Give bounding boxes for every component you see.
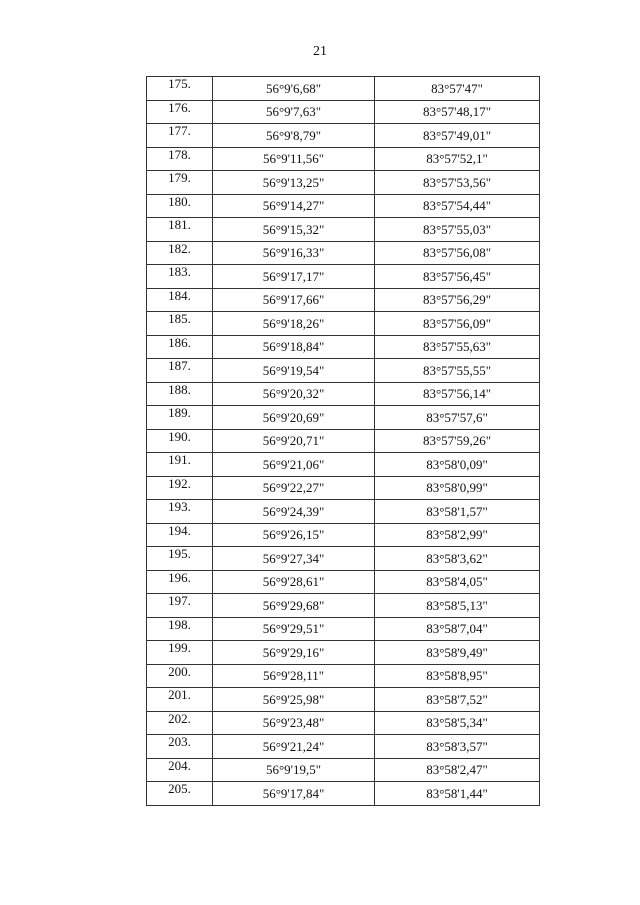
longitude-cell: 83°58'9,49" (375, 641, 540, 665)
table-row (147, 735, 540, 759)
longitude-cell: 83°57'54,44" (375, 194, 540, 218)
point-number-cell: 176. (147, 100, 213, 124)
table-row (147, 218, 540, 242)
point-number-cell: 189. (147, 406, 213, 430)
page-number: 21 (313, 44, 327, 59)
longitude-cell: 83°58'8,95" (375, 664, 540, 688)
longitude-cell: 83°58'0,09" (375, 453, 540, 477)
coordinates-table-body (147, 77, 540, 806)
latitude-cell: 56°9'26,15" (213, 523, 375, 547)
point-number-cell: 193. (147, 500, 213, 524)
point-number-cell: 178. (147, 147, 213, 171)
table-row (147, 288, 540, 312)
point-number-cell: 203. (147, 735, 213, 759)
longitude-cell: 83°58'3,62" (375, 547, 540, 571)
longitude-cell: 83°57'49,01" (375, 124, 540, 148)
longitude-cell: 83°57'59,26" (375, 429, 540, 453)
latitude-cell: 56°9'28,11" (213, 664, 375, 688)
table-row (147, 194, 540, 218)
latitude-cell: 56°9'29,16" (213, 641, 375, 665)
point-number-cell: 194. (147, 523, 213, 547)
table-row (147, 382, 540, 406)
latitude-cell: 56°9'18,26" (213, 312, 375, 336)
latitude-cell: 56°9'28,61" (213, 570, 375, 594)
table-row (147, 265, 540, 289)
point-number-cell: 179. (147, 171, 213, 195)
point-number-cell: 183. (147, 265, 213, 289)
table-row (147, 711, 540, 735)
coordinates-table (146, 76, 540, 806)
latitude-cell: 56°9'20,69" (213, 406, 375, 430)
longitude-cell: 83°57'55,55" (375, 359, 540, 383)
point-number-cell: 200. (147, 664, 213, 688)
table-row (147, 147, 540, 171)
latitude-cell: 56°9'21,06" (213, 453, 375, 477)
longitude-cell: 83°57'56,45" (375, 265, 540, 289)
point-number-cell: 205. (147, 782, 213, 806)
latitude-cell: 56°9'17,66" (213, 288, 375, 312)
longitude-cell: 83°58'7,04" (375, 617, 540, 641)
longitude-cell: 83°58'2,99" (375, 523, 540, 547)
longitude-cell: 83°57'47" (375, 77, 540, 101)
point-number-cell: 184. (147, 288, 213, 312)
latitude-cell: 56°9'8,79" (213, 124, 375, 148)
latitude-cell: 56°9'20,32" (213, 382, 375, 406)
latitude-cell: 56°9'29,68" (213, 594, 375, 618)
table-row (147, 594, 540, 618)
table-row (147, 782, 540, 806)
point-number-cell: 186. (147, 335, 213, 359)
longitude-cell: 83°58'4,05" (375, 570, 540, 594)
table-row (147, 617, 540, 641)
latitude-cell: 56°9'24,39" (213, 500, 375, 524)
longitude-cell: 83°58'1,57" (375, 500, 540, 524)
latitude-cell: 56°9'21,24" (213, 735, 375, 759)
latitude-cell: 56°9'22,27" (213, 476, 375, 500)
longitude-cell: 83°57'56,29" (375, 288, 540, 312)
table-row (147, 688, 540, 712)
table-row (147, 570, 540, 594)
point-number-cell: 191. (147, 453, 213, 477)
latitude-cell: 56°9'11,56" (213, 147, 375, 171)
latitude-cell: 56°9'18,84" (213, 335, 375, 359)
longitude-cell: 83°57'55,03" (375, 218, 540, 242)
point-number-cell: 192. (147, 476, 213, 500)
latitude-cell: 56°9'15,32" (213, 218, 375, 242)
point-number-cell: 187. (147, 359, 213, 383)
table-row (147, 641, 540, 665)
longitude-cell: 83°57'55,63" (375, 335, 540, 359)
point-number-cell: 195. (147, 547, 213, 571)
table-row (147, 453, 540, 477)
latitude-cell: 56°9'16,33" (213, 241, 375, 265)
table-row (147, 758, 540, 782)
point-number-cell: 188. (147, 382, 213, 406)
latitude-cell: 56°9'29,51" (213, 617, 375, 641)
latitude-cell: 56°9'27,34" (213, 547, 375, 571)
latitude-cell: 56°9'19,54" (213, 359, 375, 383)
longitude-cell: 83°58'7,52" (375, 688, 540, 712)
longitude-cell: 83°57'48,17" (375, 100, 540, 124)
longitude-cell: 83°57'53,56" (375, 171, 540, 195)
point-number-cell: 196. (147, 570, 213, 594)
longitude-cell: 83°57'56,14" (375, 382, 540, 406)
latitude-cell: 56°9'17,17" (213, 265, 375, 289)
table-row (147, 77, 540, 101)
point-number-cell: 182. (147, 241, 213, 265)
longitude-cell: 83°58'2,47" (375, 758, 540, 782)
point-number-cell: 185. (147, 312, 213, 336)
longitude-cell: 83°58'3,57" (375, 735, 540, 759)
table-row (147, 664, 540, 688)
latitude-cell: 56°9'19,5" (213, 758, 375, 782)
longitude-cell: 83°58'1,44" (375, 782, 540, 806)
longitude-cell: 83°57'56,08" (375, 241, 540, 265)
table-row (147, 359, 540, 383)
longitude-cell: 83°57'52,1" (375, 147, 540, 171)
table-row (147, 312, 540, 336)
point-number-cell: 190. (147, 429, 213, 453)
latitude-cell: 56°9'17,84" (213, 782, 375, 806)
table-row (147, 241, 540, 265)
table-row (147, 406, 540, 430)
latitude-cell: 56°9'13,25" (213, 171, 375, 195)
table-row (147, 124, 540, 148)
longitude-cell: 83°58'5,34" (375, 711, 540, 735)
table-row (147, 500, 540, 524)
point-number-cell: 175. (147, 77, 213, 101)
point-number-cell: 177. (147, 124, 213, 148)
point-number-cell: 197. (147, 594, 213, 618)
point-number-cell: 181. (147, 218, 213, 242)
table-row (147, 476, 540, 500)
latitude-cell: 56°9'25,98" (213, 688, 375, 712)
point-number-cell: 198. (147, 617, 213, 641)
point-number-cell: 199. (147, 641, 213, 665)
longitude-cell: 83°57'56,09" (375, 312, 540, 336)
latitude-cell: 56°9'7,63" (213, 100, 375, 124)
latitude-cell: 56°9'20,71" (213, 429, 375, 453)
longitude-cell: 83°58'0,99" (375, 476, 540, 500)
table-row (147, 335, 540, 359)
table-row (147, 547, 540, 571)
table-row (147, 100, 540, 124)
point-number-cell: 201. (147, 688, 213, 712)
table-row (147, 429, 540, 453)
point-number-cell: 202. (147, 711, 213, 735)
latitude-cell: 56°9'6,68" (213, 77, 375, 101)
longitude-cell: 83°57'57,6" (375, 406, 540, 430)
table-row (147, 171, 540, 195)
table-row (147, 523, 540, 547)
latitude-cell: 56°9'23,48" (213, 711, 375, 735)
latitude-cell: 56°9'14,27" (213, 194, 375, 218)
longitude-cell: 83°58'5,13" (375, 594, 540, 618)
point-number-cell: 204. (147, 758, 213, 782)
point-number-cell: 180. (147, 194, 213, 218)
